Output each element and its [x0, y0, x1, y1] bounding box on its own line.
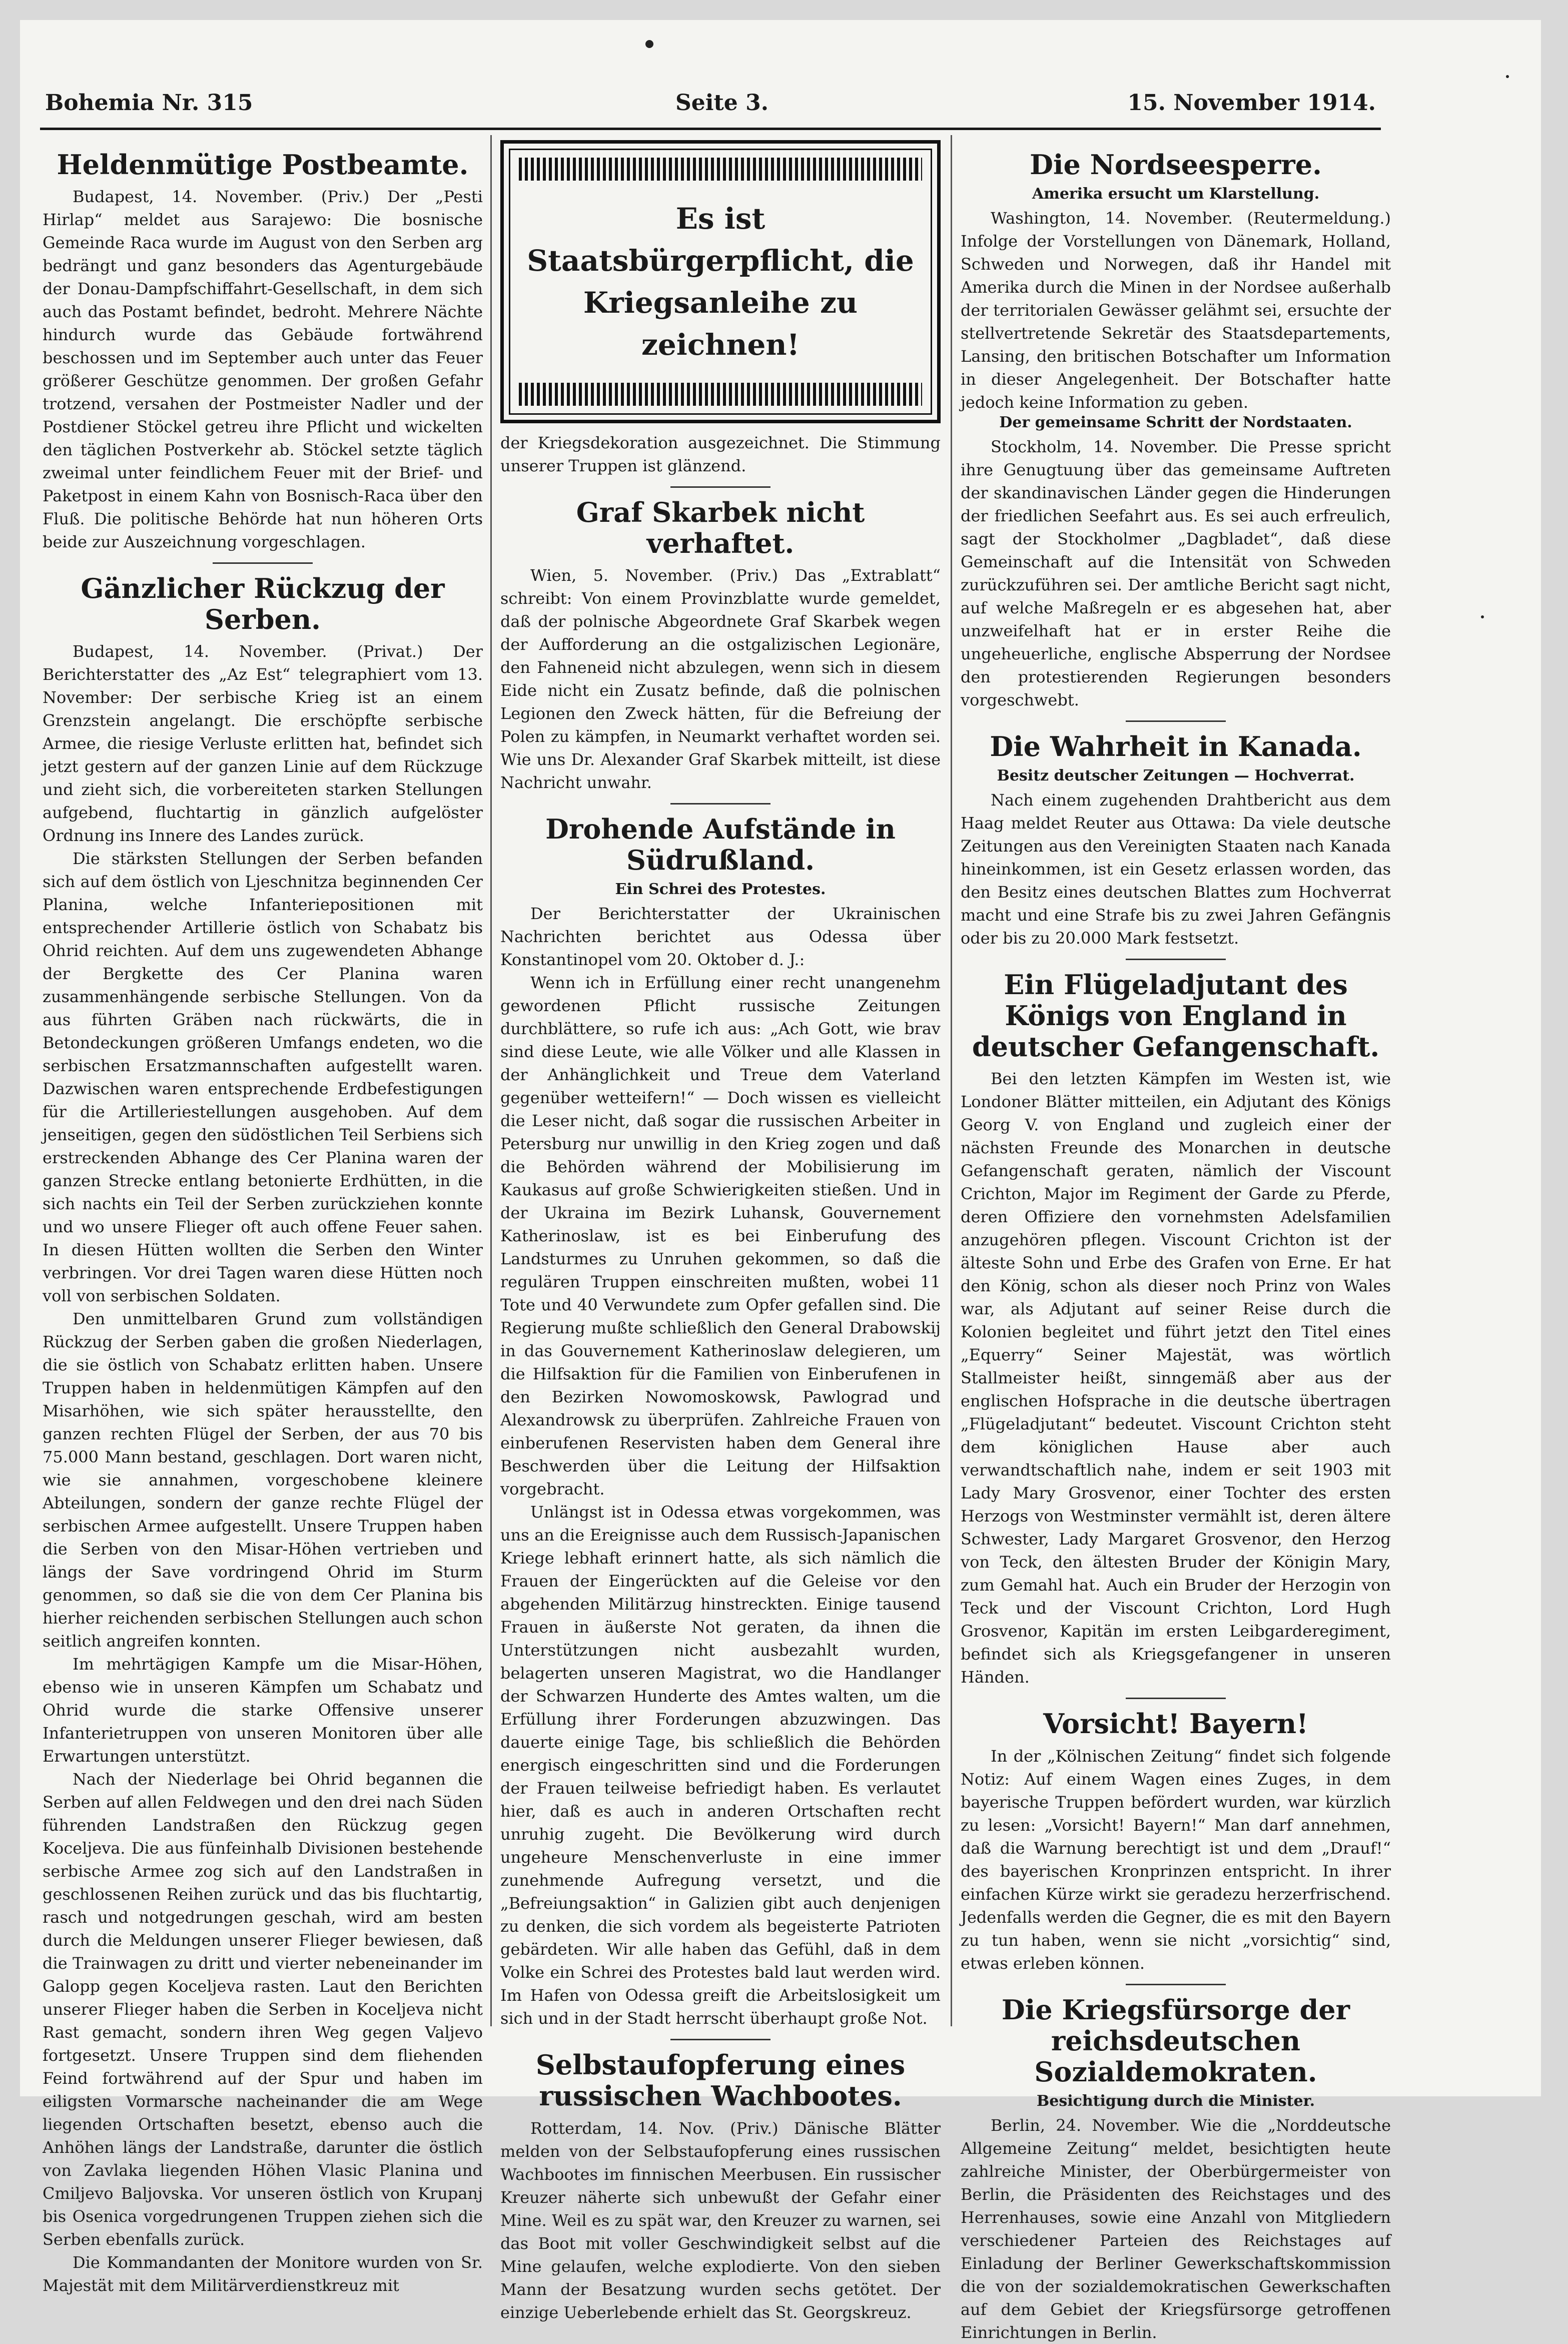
column-2 — [500, 140, 941, 2322]
column-divider — [951, 135, 952, 2026]
headline: Die Wahrheit in Kanada. — [990, 730, 1362, 763]
article-paragraph: Berlin, 24. November. Wie die „Norddeutsche Allgemeine Zeitung“ meldet, besichtigten heute zahlreiche Minister, der Oberbürgermeister von Berlin, die Präsidenten des Reichstages und des Herrenhauses, sowie eine Anzahl von Mitgliedern verschiedener Parteien des Reichstages auf Einladung der Berliner Gewerkschaftskommission die von der sozialdemokratischen Gewerkschaften auf dem Gebiet der Kriegsfürsorge getroffenen Einrichtungen in Berlin. — [961, 2115, 1391, 2342]
article-separator — [1126, 959, 1226, 960]
war-bond-notice-box — [500, 140, 941, 423]
ink-speck — [645, 40, 653, 48]
article-paragraph: Die Kommandanten der Monitore wurden von Sr. Majestät mit dem Militärverdienstkreuz mit — [43, 2253, 483, 2295]
article-paragraph: Im mehrtägigen Kampfe um die Misar-Höhen, ebenso wie in unseren Kämpfen um Schabatz und Ohrid wurde die starke Offensive unserer Infanterietruppen von unseren Monitoren über alle Erwartungen unterstützt. — [43, 1655, 483, 1766]
column-divider — [490, 135, 492, 2026]
article-paragraph: Washington, 14. November. (Reutermeldung.) Infolge der Vorstellungen von Dänemark, Holland, Schweden und Norwegen, daß ihr Handel mit Amerika durch die Minen in der Nordsee außerhalb der territorialen Gewässer gelähmt sei, ersuchte der stellvertretende Sekretär des Staatsdepartements, Lansing, den britischen Botschafter um Information in dieser Angelegenheit. Der Botschafter hatte jedoch keine Information zu geben. — [961, 209, 1391, 412]
column-1 — [43, 140, 483, 2295]
war-bond-notice: Es ist Staatsbürgerpflicht, die Kriegsanleihe zu zeichnen! — [527, 202, 914, 362]
article-paragraph: Unlängst ist in Odessa etwas vorgekommen, was uns an die Ereignisse auch dem Russisch-Japanischen Kriege lebhaft erinnert hatte, als sich nämlich die Frauen der Eingerückten auf die Geleise vor den abgehenden Militärzug hinstreckten. Einige tausend Frauen in äußerste Not geraten, da ihnen die Unterstützungen nicht ausbezahlt wurden, belagerten unseren Magistrat, wo die Handlanger der Schwarzen Hunderte des Amtes walten, um die Erfüllung ihrer Forderungen abzuzwingen. Das dauerte einige Tage, bis schließlich die Behörden energisch eingeschritten sind und die Forderungen der Frauen teilweise befriedigt haben. Es verlautet hier, daß es auch in anderen Ortschaften recht unruhig zugeht. Die Bevölkerung wird durch ungeheure Menschenverluste in eine immer zunehmende Aufregung versetzt, und die „Befreiungsaktion“ in Galizien gibt auch denjenigen zu denken, die sich vordem als begeisterte Patrioten gebärdeten. Wir alle haben das Gefühl, daß in dem Volke ein Schrei des Protestes bald laut werden wird. Im Hafen von Odessa greift die Arbeitslosigkeit um sich und in der Stadt herrscht überhaupt große Not. — [500, 1502, 941, 2028]
headline: Die Kriegsfürsorge der reichsdeutschen Sozialdemokraten. — [1001, 1993, 1350, 2088]
masthead — [45, 90, 1376, 125]
ink-speck — [1481, 615, 1484, 618]
headline: Graf Skarbek nicht verhaftet. — [576, 496, 865, 560]
article-paragraph: Budapest, 14. November. (Privat.) Der Berichterstatter des „Az Est“ telegraphiert vom 13. November: Der serbische Krieg ist an einem Grenzstein angelangt. Die erschöpfte serbische Armee, die riesige Verluste erlitten hat, befindet sich jetzt gestern auf der ganzen Linie auf dem Rückzuge und zieht sich, die vorbereiteten starken Stellungen aufgebend, fluchtartig in gänzlich aufgelöster Ordnung ins Innere des Landes zurück. — [43, 642, 483, 846]
subheadline: Besichtigung durch die Minister. — [1036, 2092, 1315, 2110]
article-paragraph: der Kriegsdekoration ausgezeichnet. Die Stimmung unserer Truppen ist glänzend. — [500, 433, 941, 475]
subheadline: Amerika ersucht um Klarstellung. — [1032, 185, 1320, 203]
masthead-rule — [40, 128, 1381, 130]
article-paragraph: Bei den letzten Kämpfen im Westen ist, wie Londoner Blätter mitteilen, ein Adjutant des Königs Georg V. von England und zugleich einer der nächsten Freunde des Monarchen in deutsche Gefangenschaft geraten, nämlich der Viscount Crichton, Major im Regiment der Garde zu Pferde, deren Offiziere den vornehmsten Adelsfamilien anzugehören pflegen. Viscount Crichton ist der älteste Sohn und Erbe des Grafen von Erne. Er hat den König, schon als dieser noch Prinz von Wales war, als Adjutant auf seiner Reise durch die Kolonien begleitet und führt jetzt den Titel eines „Equerry“ Seiner Majestät, was wörtlich Stallmeister heißt, sinngemäß aber aus der englischen Hofsprache in die deutsche übertragen „Flügeladjutant“ bedeutet. Viscount Crichton steht dem königlichen Hause aber auch verwandtschaftlich nahe, indem er seit 1903 mit Lady Mary Grosvenor, einer Tochter des ersten Herzogs von Westminster vermählt ist, deren ältere Schwester, Lady Margaret Grosvenor, den Herzog von Teck, den ältesten Bruder der Königin Mary, zum Gemahl hat. Auch ein Bruder der Herzogin von Teck und der Viscount Crichton, Lord Hugh Grosvenor, Kapitän im ersten Leibgarderegiment, befindet sich als Kriegsgefangener in unseren Händen. — [961, 1069, 1391, 1687]
article-separator — [1126, 720, 1226, 722]
headline: Gänzlicher Rückzug der Serben. — [81, 572, 445, 636]
article-paragraph: Nach einem zugehenden Drahtbericht aus dem Haag meldet Reuter aus Ottawa: Da viele deutsche Zeitungen aus den Vereinigten Staaten nach Kanada hineinkommen, ist ein Gesetz erlassen worden, das den Besitz eines deutschen Blattes zum Hochverrat macht und eine Strafe bis zu zwei Jahren Gefängnis oder bis zu 20.000 Mark festsetzt. — [961, 791, 1391, 948]
article-paragraph: In der „Kölnischen Zeitung“ findet sich folgende Notiz: Auf einem Wagen eines Zuges, in dem bayerische Truppen befördert wurden, war kürzlich zu lesen: „Vorsicht! Bayern!“ Man darf annehmen, daß die Warnung berechtigt ist und dem „Drauf!“ des bayerischen Kronprinzen entspricht. In ihrer einfachen Kürze wirkt sie geradezu herzerfrischend. Jedenfalls werden die Gegner, die es mit den Bayern zu tun haben, wenn sie nicht „vorsichtig“ sind, etwas erleben können. — [961, 1746, 1391, 1973]
decorative-bars — [519, 383, 922, 406]
headline: Ein Flügeladjutant des Königs von England in deutscher Gefangenschaft. — [972, 969, 1380, 1063]
column-3 — [961, 140, 1391, 2342]
article-separator — [670, 803, 770, 805]
article-paragraph: Stockholm, 14. November. Die Presse spricht ihre Genugtuung über das gemeinsame Auftreten der skandinavischen Länder gegen die Hinderungen der friedlichen Seefahrt aus. Es sei auch erfreulich, sagt der Stockholmer „Dagbladet“, daß diese Gemeinschaft auf die Intensität von Schweden zurückzuführen sei. Der amtliche Bericht sagt nicht, auf welche Maßregeln er es abgesehen hat, aber unzweifelhaft hat er in erster Reihe die ungeheuerliche, englische Absperrung der Nordsee den protestierenden Regierungen besonders vorgeschwebt. — [961, 437, 1391, 710]
article-paragraph: Nach der Niederlage bei Ohrid begannen die Serben auf allen Feldwegen und den drei nach Süden führenden Landstraßen den Rückzug gegen Koceljeva. Die aus fünfeinhalb Divisionen bestehende serbische Armee zog sich auf den Landstraßen in geschlossenen Reihen zurück und das bis fluchtartig, rasch und notgedrungen geschah, wird am besten durch die Meldungen unserer Flieger bewiesen, daß die Trainwagen zu dritt und vierter nebeneinander im Galopp gegen Koceljeva rasten. Laut den Berichten unserer Flieger haben die Serben in Koceljeva nicht Rast gemacht, sondern ihren Weg gegen Valjevo fortgesetzt. Unsere Truppen sind dem fliehenden Feind fortwährend auf der Spur und haben im eiligsten Vormarsche nacheinander die am Wege liegenden Ortschaften besetzt, ebenso auch die Anhöhen längs der Landstraße, darunter die östlich von Zavlaka liegenden Höhen Vlasic Planina und Cmiljevo Baljovska. Vor unseren östlich von Krupanj bis Osenica vorgedrungenen Truppen ziehen sich die Serben ebenfalls zurück. — [43, 1770, 483, 2249]
article-separator — [1126, 1698, 1226, 1699]
headline: Die Nordseesperre. — [1030, 149, 1322, 181]
article-separator — [670, 2039, 770, 2040]
article-separator — [213, 562, 313, 564]
article-paragraph: Wien, 5. November. (Priv.) Das „Extrablatt“ schreibt: Von einem Provinzblatte wurde gemeldet, daß der polnische Abgeordnete Graf Skarbek wegen der Aufforderung an die ostgalizischen Legionäre, den Fahneneid nicht abzulegen, wenn sich in diesem Eide nicht ein Zusatz befinde, daß die polnischen Legionen den Zweck hätten, für die Befreiung der Polen zu kämpfen, in Neumarkt verhaftet worden sei. Wie uns Dr. Alexander Graf Skarbek mitteilt, ist diese Nachricht unwahr. — [500, 566, 941, 793]
issue-number: Bohemia Nr. 315 — [45, 90, 253, 116]
article-paragraph: Budapest, 14. November. (Priv.) Der „Pesti Hirlap“ meldet aus Sarajewo: Die bosnische Gemeinde Raca wurde im August von den Serben arg bedrängt und ganz besonders das Agenturgebäude der Donau-Dampfschiffahrt-Gesellschaft, in dem sich auch das Postamt befindet, bedroht. Mehrere Nächte hindurch wurde das Gebäude fortwährend beschossen und im September auch unter das Feuer größerer Geschütze genommen. Der großen Gefahr trotzend, versahen der Postmeister Nadler und der Postdiener Stöckel getreu ihre Pflicht und wickelten den täglichen Postverkehr ab. Stöckel setzte täglich zweimal unter feindlichem Feuer mit der Brief- und Paketpost in einem Kahn von Bosnisch-Raca über den Fluß. Die politische Behörde hat nun höheren Orts beide zur Auszeichnung vorgeschlagen. — [43, 187, 483, 552]
ink-speck — [1506, 75, 1509, 78]
headline: Heldenmütige Postbeamte. — [57, 149, 469, 181]
page-number: Seite 3. — [675, 90, 769, 116]
subheadline: Besitz deutscher Zeitungen — Hochverrat. — [997, 767, 1355, 785]
decorative-bars — [519, 158, 922, 181]
issue-date: 15. November 1914. — [1127, 90, 1376, 116]
headline: Vorsicht! Bayern! — [1043, 1708, 1308, 1740]
headline: Selbstaufopferung eines russischen Wachbootes. — [535, 2049, 906, 2112]
article-paragraph: Den unmittelbaren Grund zum vollständigen Rückzug der Serben gaben die großen Niederlagen, die sie östlich von Schabatz erlitten haben. Unsere Truppen haben in heldenmütigen Kämpfen auf den Misarhöhen, wie sich später herausstellte, den ganzen rechten Flügel der Serben, der aus 70 bis 75.000 Mann bestand, geschlagen. Dort waren nicht, wie sie annahmen, vorgeschobene kleinere Abteilungen, sondern der ganze rechte Flügel der serbischen Armee aufgestellt. Unsere Truppen haben die Serben von den Misar-Höhen vertrieben und längs der Save vordringend Ohrid im Sturm genommen, so daß sie die von dem Cer Planina bis hierher reichenden serbischen Stellungen auch schon seitlich angreifen konnten. — [43, 1309, 483, 1651]
article-paragraph: Die stärksten Stellungen der Serben befanden sich auf dem östlich von Ljeschnitza beginnenden Cer Planina, welche Infanteriepositionen mit entsprechender Artillerie östlich von Schabatz bis Ohrid reichten. Auf dem uns zugewendeten Abhange der Bergkette des Cer Planina waren zusammenhängende serbische Stellungen. Von da aus führten Gräben nach rückwärts, die in Betondeckungen größeren Umfangs endeten, wo die serbischen Ersatzmannschaften aufgestellt waren. Dazwischen waren entsprechende Erdbefestigungen für die Artilleriestellungen ausgehoben. Auf dem jenseitigen, gegen den südöstlichen Teil Serbiens sich erstreckenden Abhange des Cer Planina waren der ganzen Strecke entlang betonierte Erdhütten, in die sich nachts ein Teil der Serben zurückziehen konnte und wo unsere Flieger oft auch offene Feuer sahen. In diesen Hütten wollten die Serben den Winter verbringen. Vor drei Tagen waren diese Hütten noch voll von serbischen Soldaten. — [43, 849, 483, 1306]
article-paragraph: Rotterdam, 14. Nov. (Priv.) Dänische Blätter melden von der Selbstaufopferung eines russischen Wachbootes im finnischen Meerbusen. Ein russischer Kreuzer näherte sich unbewußt der Gefahr einer Mine. Weil es zu spät war, den Kreuzer zu warnen, sei das Boot mit voller Geschwindigkeit selbst auf die Mine gelaufen, welche explodierte. Von den sieben Mann der Besatzung wurden sechs getötet. Der einzige Ueberlebende erhielt das St. Georgskreuz. — [500, 2118, 941, 2322]
article-separator — [1126, 1984, 1226, 1985]
subheadline: Der gemeinsame Schritt der Nordstaaten. — [999, 414, 1352, 432]
article-paragraph: Der Berichterstatter der Ukrainischen Nachrichten berichtet aus Odessa über Konstantinopel vom 20. Oktober d. J.: — [500, 904, 941, 970]
headline: Drohende Aufstände in Südrußland. — [545, 813, 896, 877]
article-separator — [670, 486, 770, 488]
subheadline: Ein Schrei des Protestes. — [615, 881, 826, 899]
article-paragraph: Wenn ich in Erfüllung einer recht unangenehm gewordenen Pflicht russische Zeitungen durchblättere, so rufe ich aus: „Ach Gott, wie brav sind diese Leute, wie alle Völker und alle Klassen in der Anhänglichkeit und Treue dem Vaterland gegenüber wetteifern!“ — Doch wissen es vielleicht die Leser nicht, daß sogar die russischen Arbeiter in Petersburg nur unwillig in den Krieg zogen und daß die Behörden während der Mobilisierung im Kaukasus auf große Schwierigkeiten stießen. Und in der Ukraina im Bezirk Luhansk, Gouvernement Katherinoslaw, ist es bei Einberufung des Landsturmes zu Unruhen gekommen, so daß die regulären Truppen einschreiten mußten, wobei 11 Tote und 40 Verwundete zum Opfer gefallen sind. Die Regierung mußte schließlich den General Drabowskij in das Gouvernement Katherinoslaw delegieren, um die Hilfsaktion für die Familien von Einberufenen in den Bezirken Nowomoskowsk, Pawlograd und Alexandrowsk zu überprüfen. Zahlreiche Frauen von einberufenen Reservisten haben dem General ihre Beschwerden über die Leitung der Hilfsaktion vorgebracht. — [500, 973, 941, 1499]
